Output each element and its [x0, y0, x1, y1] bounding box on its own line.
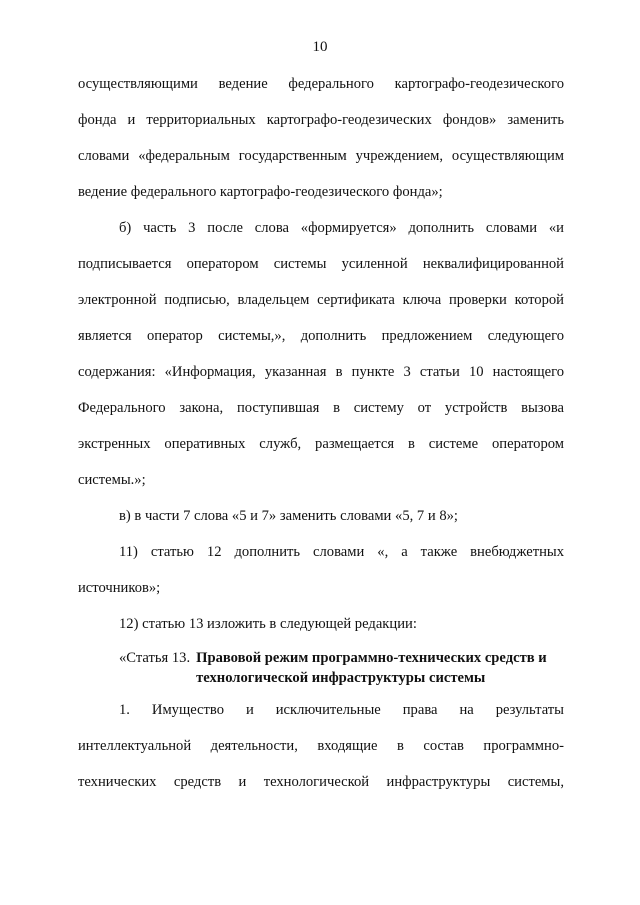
- page-number: 10: [312, 39, 328, 55]
- text-line-18: интеллектуальной деятельности, входящие в состав программно-: [78, 738, 564, 754]
- article-title-line-1: Правовой режим программно-технических средств и: [196, 650, 547, 666]
- text-line-7: электронной подписью, владельцем сертификата ключа проверки которой: [78, 292, 564, 308]
- text-line-16: 12) статью 13 изложить в следующей редакции:: [119, 616, 417, 632]
- text-line-14: 11) статью 12 дополнить словами «, а также внебюджетных: [119, 544, 564, 560]
- text-line-5: б) часть 3 после слова «формируется» дополнить словами «и: [119, 220, 564, 236]
- article-label: «Статья 13.: [119, 650, 191, 666]
- article-heading: [78, 642, 564, 692]
- text-line-13: в) в части 7 слова «5 и 7» заменить словами «5, 7 и 8»;: [119, 508, 458, 524]
- text-line-15: источников»;: [78, 580, 161, 596]
- text-line-9: содержания: «Информация, указанная в пункте 3 статьи 10 настоящего: [78, 364, 564, 380]
- text-line-1: осуществляющими ведение федерального картографо-геодезического: [78, 76, 564, 92]
- article-title: [196, 642, 547, 692]
- text-line-12: системы.»;: [78, 472, 146, 488]
- text-line-11: экстренных оперативных служб, размещается в системе оператором: [78, 436, 564, 452]
- document-body: [78, 66, 564, 800]
- text-line-8: является оператор системы,», дополнить предложением следующего: [78, 328, 564, 344]
- text-line-4: ведение федерального картографо-геодезического фонда»;: [78, 184, 443, 200]
- text-line-6: подписывается оператором системы усиленной неквалифицированной: [78, 256, 564, 272]
- article-title-line-2: технологической инфраструктуры системы: [196, 670, 486, 686]
- text-line-17: 1. Имущество и исключительные права на результаты: [119, 702, 564, 718]
- text-line-3: словами «федеральным государственным учреждением, осуществляющим: [78, 148, 564, 164]
- text-line-19: технических средств и технологической инфраструктуры системы,: [78, 774, 564, 790]
- text-line-10: Федерального закона, поступившая в систему от устройств вызова: [78, 400, 564, 416]
- text-line-2: фонда и территориальных картографо-геодезических фондов» заменить: [78, 112, 564, 128]
